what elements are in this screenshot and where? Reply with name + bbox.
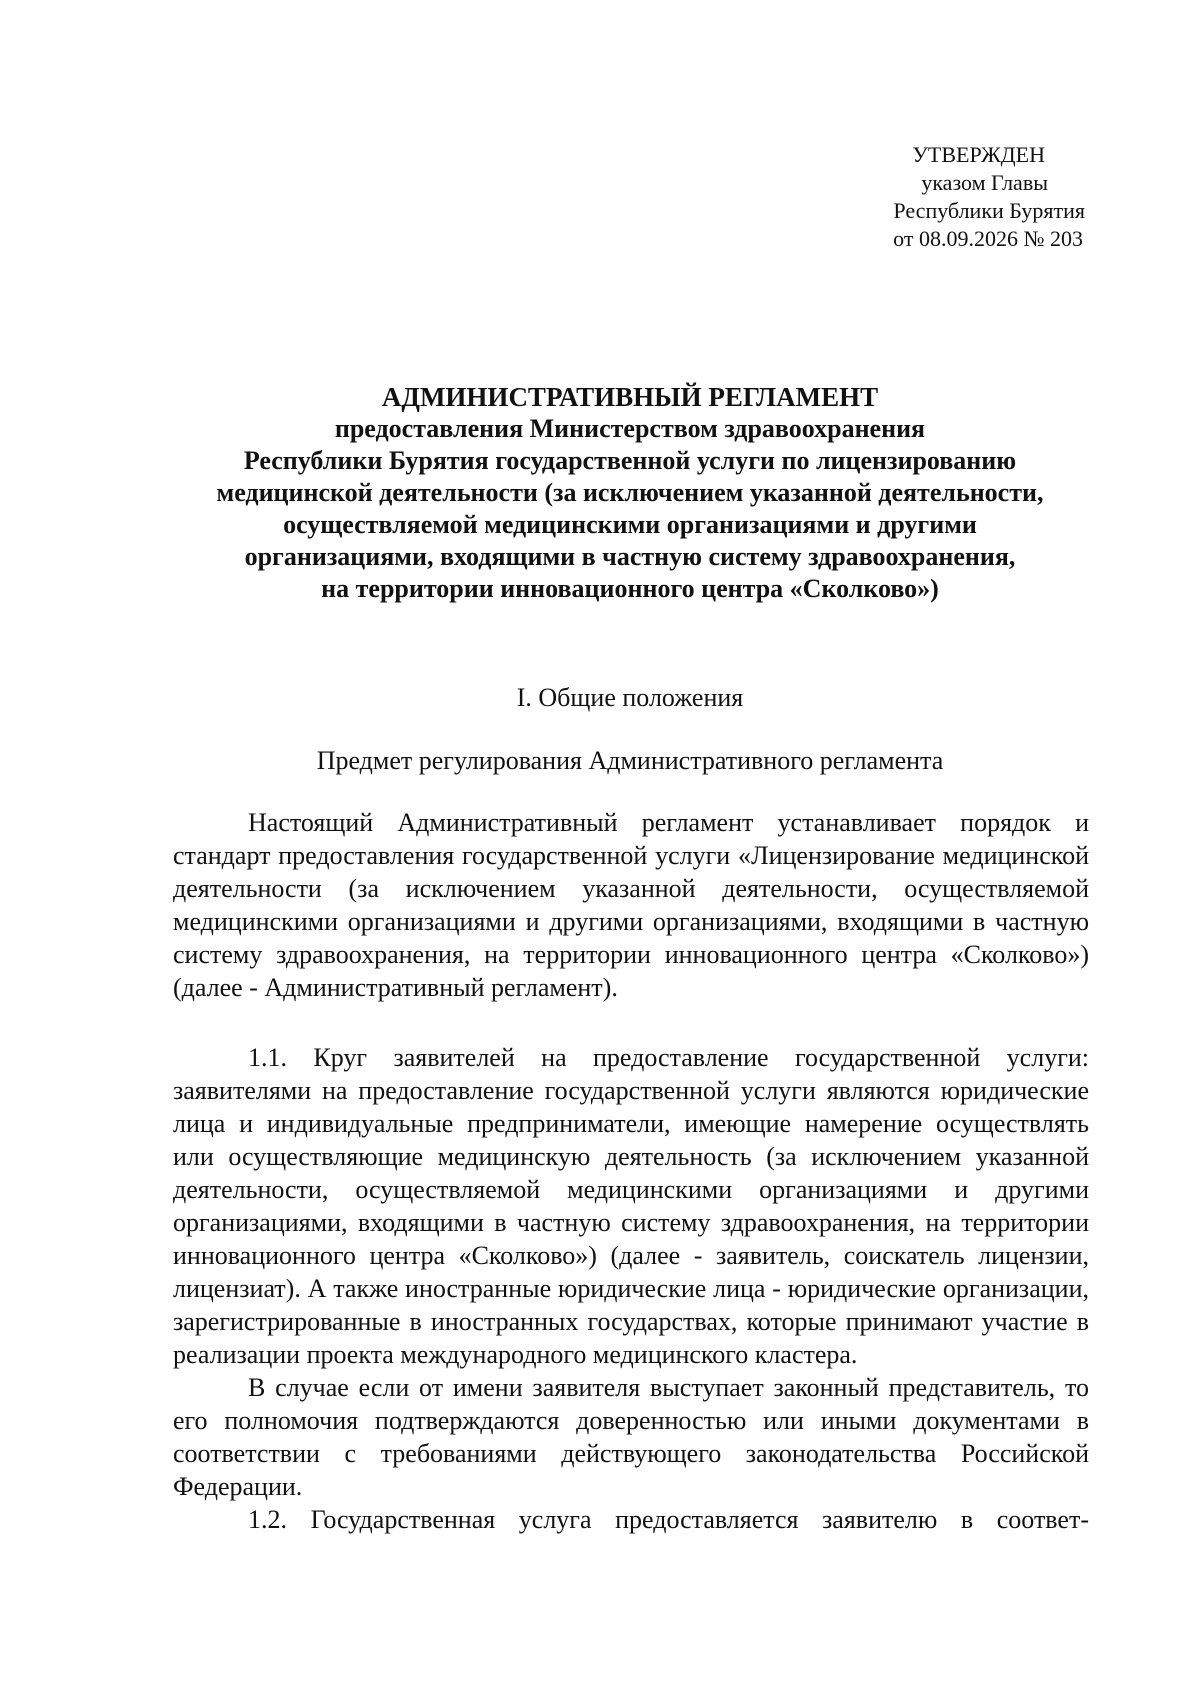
title-line: медицинской деятельности (за исключением указанной деятельности, — [216, 478, 1044, 507]
section-subheading: Предмет регулирования Административного регламента — [316, 746, 944, 775]
paragraph-intro: Настоящий Административный регламент устанавливает порядок и стандарт предоставления государственной услуги «Лицензирование медицинской деятельности (за исключением указанной деятельности, осуществляемой медицинскими организациями и другими организациями, входящими в частную систему здравоохранения, на территории инновационного центра «Сколково») (далее - Административный регламент). — [173, 808, 1089, 1002]
title-line: предоставления Министерством здравоохранения — [334, 414, 926, 443]
approval-line: указом Главы — [921, 170, 1048, 195]
title-line: Республики Бурятия государственной услуги по лицензированию — [243, 446, 1017, 475]
document-main-title: АДМИНИСТРАТИВНЫЙ РЕГЛАМЕНТ — [381, 382, 879, 412]
approval-line: Республики Бурятия — [893, 198, 1085, 223]
body-text — [173, 806, 1089, 1004]
paragraph-representative: В случае если от имени заявителя выступает законный представитель, то его полномочия подтверждаются доверенностью или иными документами в соответствии с требованиями действующего законодательства Российской Федерации. — [173, 1373, 1089, 1501]
title-line: организациями, входящими в частную систему здравоохранения, — [244, 542, 1016, 571]
chapter-heading: I. Общие положения — [516, 683, 744, 712]
title-line: осуществляемой медицинскими организациями и другими — [283, 510, 977, 539]
paragraph-1-1: 1.1. Круг заявителей на предоставление государственной услуги: заявителями на предоставление государственной услуги являются юридические лица и индивидуальные предприниматели, имеющие намерение осуществлять или осуществляющие медицинскую деятельность (за исключением указанной деятельности, осуществляемой медицинскими организациями и другими организациями, входящими в частную систему здравоохранения, на территории инновационного центра «Сколково») (далее - заявитель, соискатель лицензии, лицензиат). А также иностранные юридические лица - юридические организации, зарегистрированные в иностранных государствах, которые принимают участие в реализации проекта международного медицинского кластера. — [173, 1043, 1089, 1369]
approval-heading: УТВЕРЖДЕН — [912, 142, 1045, 167]
body-text — [173, 1041, 1089, 1536]
paragraph-1-2: 1.2. Государственная услуга предоставляется заявителю в соответ- — [248, 1505, 1089, 1534]
title-line: на территории инновационного центра «Сколково») — [321, 574, 939, 603]
approval-date: от 08.09.2026 № 203 — [893, 226, 1083, 251]
document-title — [130, 381, 1130, 605]
approval-stamp — [760, 141, 1090, 253]
